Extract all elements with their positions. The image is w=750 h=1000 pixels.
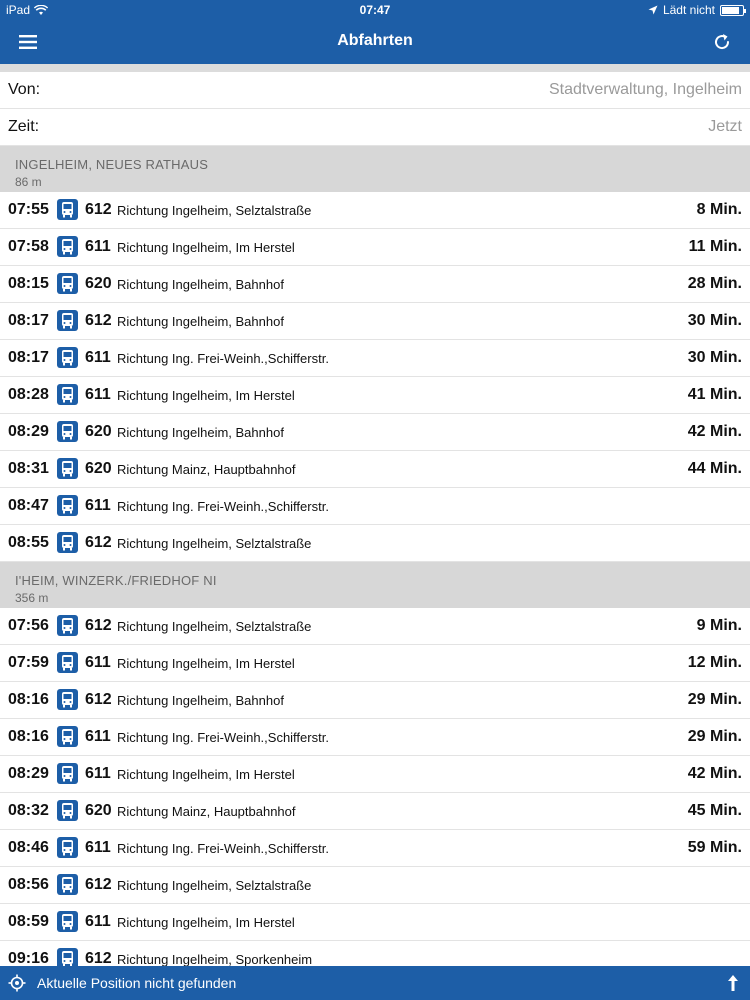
departure-direction: Richtung Ingelheim, Selztalstraße (117, 878, 312, 893)
bus-icon (57, 458, 78, 479)
departure-time: 08:17 (8, 312, 49, 329)
departure-row[interactable] (0, 756, 750, 793)
minutes-until: 59 Min. (687, 839, 742, 856)
bus-icon (57, 652, 78, 673)
departure-time: 09:16 (8, 950, 49, 966)
device-name: iPad (6, 3, 31, 17)
locate-icon[interactable] (8, 974, 26, 992)
departure-row[interactable] (0, 414, 750, 451)
departure-direction: Richtung Ingelheim, Bahnhof (117, 693, 284, 708)
charging-status: Lädt nicht (662, 3, 715, 17)
stop-name: I'HEIM, WINZERK./FRIEDHOF NI (15, 573, 217, 588)
departure-direction: Richtung Ingelheim, Sporkenheim (117, 952, 313, 966)
departure-time: 08:16 (8, 691, 49, 708)
departure-direction: Richtung Mainz, Hauptbahnhof (117, 462, 296, 477)
refresh-button[interactable] (708, 29, 736, 55)
minutes-until: 30 Min. (687, 312, 742, 329)
departure-time: 08:47 (8, 497, 49, 514)
stop-name: INGELHEIM, NEUES RATHAUS (15, 157, 209, 172)
stop-distance: 86 m (15, 175, 42, 189)
line-number: 611 (85, 349, 111, 366)
line-number: 620 (85, 423, 112, 440)
departure-row[interactable] (0, 645, 750, 682)
battery-fill (722, 7, 739, 14)
departure-direction: Richtung Ingelheim, Im Herstel (117, 240, 295, 255)
minutes-until: 41 Min. (687, 386, 742, 403)
nav-bar (0, 20, 750, 64)
scroll-up-icon[interactable] (726, 973, 740, 993)
departure-direction: Richtung Ingelheim, Bahnhof (117, 277, 284, 292)
departure-time: 08:15 (8, 275, 49, 292)
line-number: 611 (85, 386, 111, 403)
departure-direction: Richtung Ing. Frei-Weinh.,Schifferstr. (117, 730, 329, 745)
departure-row[interactable] (0, 830, 750, 867)
departure-direction: Richtung Ingelheim, Im Herstel (117, 915, 295, 930)
line-number: 612 (85, 876, 112, 893)
time-value: Jetzt (708, 118, 742, 135)
bottom-bar (0, 966, 750, 1000)
bus-icon (57, 310, 78, 331)
section-header (0, 562, 750, 608)
section-header (0, 146, 750, 192)
departure-time: 08:17 (8, 349, 49, 366)
departure-row[interactable] (0, 682, 750, 719)
line-number: 612 (85, 312, 112, 329)
minutes-until: 29 Min. (687, 691, 742, 708)
status-time: 07:47 (359, 3, 391, 17)
departure-row[interactable] (0, 488, 750, 525)
bus-icon (57, 236, 78, 257)
departure-direction: Richtung Ing. Frei-Weinh.,Schifferstr. (117, 499, 329, 514)
from-field[interactable] (0, 72, 750, 109)
departure-time: 08:29 (8, 765, 49, 782)
line-number: 612 (85, 201, 112, 218)
departure-row[interactable] (0, 719, 750, 756)
position-status-text: Aktuelle Position nicht gefunden (37, 975, 237, 991)
status-right (648, 3, 744, 17)
line-number: 611 (85, 765, 111, 782)
departure-row[interactable] (0, 340, 750, 377)
departure-time: 08:28 (8, 386, 49, 403)
bus-icon (57, 800, 78, 821)
line-number: 611 (85, 238, 111, 255)
departure-time: 08:32 (8, 802, 49, 819)
departure-time: 07:55 (8, 201, 49, 218)
departure-time: 08:56 (8, 876, 49, 893)
line-number: 611 (85, 913, 111, 930)
departure-row[interactable] (0, 377, 750, 414)
departure-row[interactable] (0, 941, 750, 966)
minutes-until: 45 Min. (687, 802, 742, 819)
bus-icon (57, 384, 78, 405)
minutes-until: 42 Min. (687, 423, 742, 440)
departure-time: 08:59 (8, 913, 49, 930)
bus-icon (57, 689, 78, 710)
departure-row[interactable] (0, 192, 750, 229)
minutes-until: 28 Min. (687, 275, 742, 292)
bus-icon (57, 615, 78, 636)
from-value: Stadtverwaltung, Ingelheim (549, 81, 742, 98)
line-number: 612 (85, 617, 112, 634)
departure-time: 08:31 (8, 460, 49, 477)
departure-row[interactable] (0, 451, 750, 488)
departure-row[interactable] (0, 867, 750, 904)
minutes-until: 44 Min. (687, 460, 742, 477)
departure-row[interactable] (0, 266, 750, 303)
departure-row[interactable] (0, 904, 750, 941)
departure-direction: Richtung Ingelheim, Selztalstraße (117, 619, 312, 634)
departure-time: 07:56 (8, 617, 49, 634)
minutes-until: 9 Min. (696, 617, 742, 634)
bus-icon (57, 726, 78, 747)
departure-direction: Richtung Ingelheim, Selztalstraße (117, 203, 312, 218)
departure-row[interactable] (0, 525, 750, 562)
line-number: 612 (85, 950, 112, 966)
line-number: 612 (85, 691, 112, 708)
departure-row[interactable] (0, 608, 750, 645)
minutes-until: 42 Min. (687, 765, 742, 782)
departure-row[interactable] (0, 793, 750, 830)
bus-icon (57, 273, 78, 294)
time-label: Zeit: (8, 118, 40, 135)
bus-icon (57, 763, 78, 784)
departure-direction: Richtung Ingelheim, Im Herstel (117, 767, 295, 782)
departure-time: 08:46 (8, 839, 49, 856)
stop-distance: 356 m (15, 591, 49, 605)
departure-time: 08:16 (8, 728, 49, 745)
departure-time: 08:29 (8, 423, 49, 440)
line-number: 611 (85, 497, 111, 514)
bus-icon (57, 495, 78, 516)
departure-time: 08:55 (8, 534, 49, 551)
page-title: Abfahrten (337, 32, 413, 49)
from-label: Von: (8, 81, 41, 98)
departure-time: 07:59 (8, 654, 49, 671)
line-number: 611 (85, 654, 111, 671)
departure-direction: Richtung Ingelheim, Selztalstraße (117, 536, 312, 551)
line-number: 620 (85, 802, 112, 819)
departure-direction: Richtung Ingelheim, Bahnhof (117, 314, 284, 329)
bus-icon (57, 421, 78, 442)
status-bar (0, 0, 750, 20)
line-number: 612 (85, 534, 112, 551)
departure-row[interactable] (0, 229, 750, 266)
minutes-until: 11 Min. (688, 238, 742, 255)
line-number: 620 (85, 275, 112, 292)
bus-icon (57, 837, 78, 858)
battery-icon (720, 5, 744, 16)
departure-time: 07:58 (8, 238, 49, 255)
refresh-icon (712, 32, 732, 52)
bus-icon (57, 199, 78, 220)
minutes-until: 29 Min. (687, 728, 742, 745)
departure-direction: Richtung Ing. Frei-Weinh.,Schifferstr. (117, 351, 329, 366)
line-number: 620 (85, 460, 112, 477)
departure-row[interactable] (0, 303, 750, 340)
bus-icon (57, 948, 78, 966)
departure-direction: Richtung Ingelheim, Im Herstel (117, 656, 295, 671)
line-number: 611 (85, 839, 111, 856)
time-field[interactable] (0, 109, 750, 146)
bus-icon (57, 532, 78, 553)
line-number: 611 (85, 728, 111, 745)
minutes-until: 12 Min. (687, 654, 742, 671)
departure-direction: Richtung Ingelheim, Bahnhof (117, 425, 284, 440)
bus-icon (57, 874, 78, 895)
bus-icon (57, 347, 78, 368)
location-arrow-icon (648, 5, 658, 15)
header-divider (0, 64, 750, 72)
minutes-until: 30 Min. (687, 349, 742, 366)
departure-direction: Richtung Mainz, Hauptbahnhof (117, 804, 296, 819)
departure-direction: Richtung Ing. Frei-Weinh.,Schifferstr. (117, 841, 329, 856)
top-bar (0, 0, 750, 64)
departures-list[interactable] (0, 146, 750, 966)
minutes-until: 8 Min. (696, 201, 742, 218)
bus-icon (57, 911, 78, 932)
departure-direction: Richtung Ingelheim, Im Herstel (117, 388, 295, 403)
